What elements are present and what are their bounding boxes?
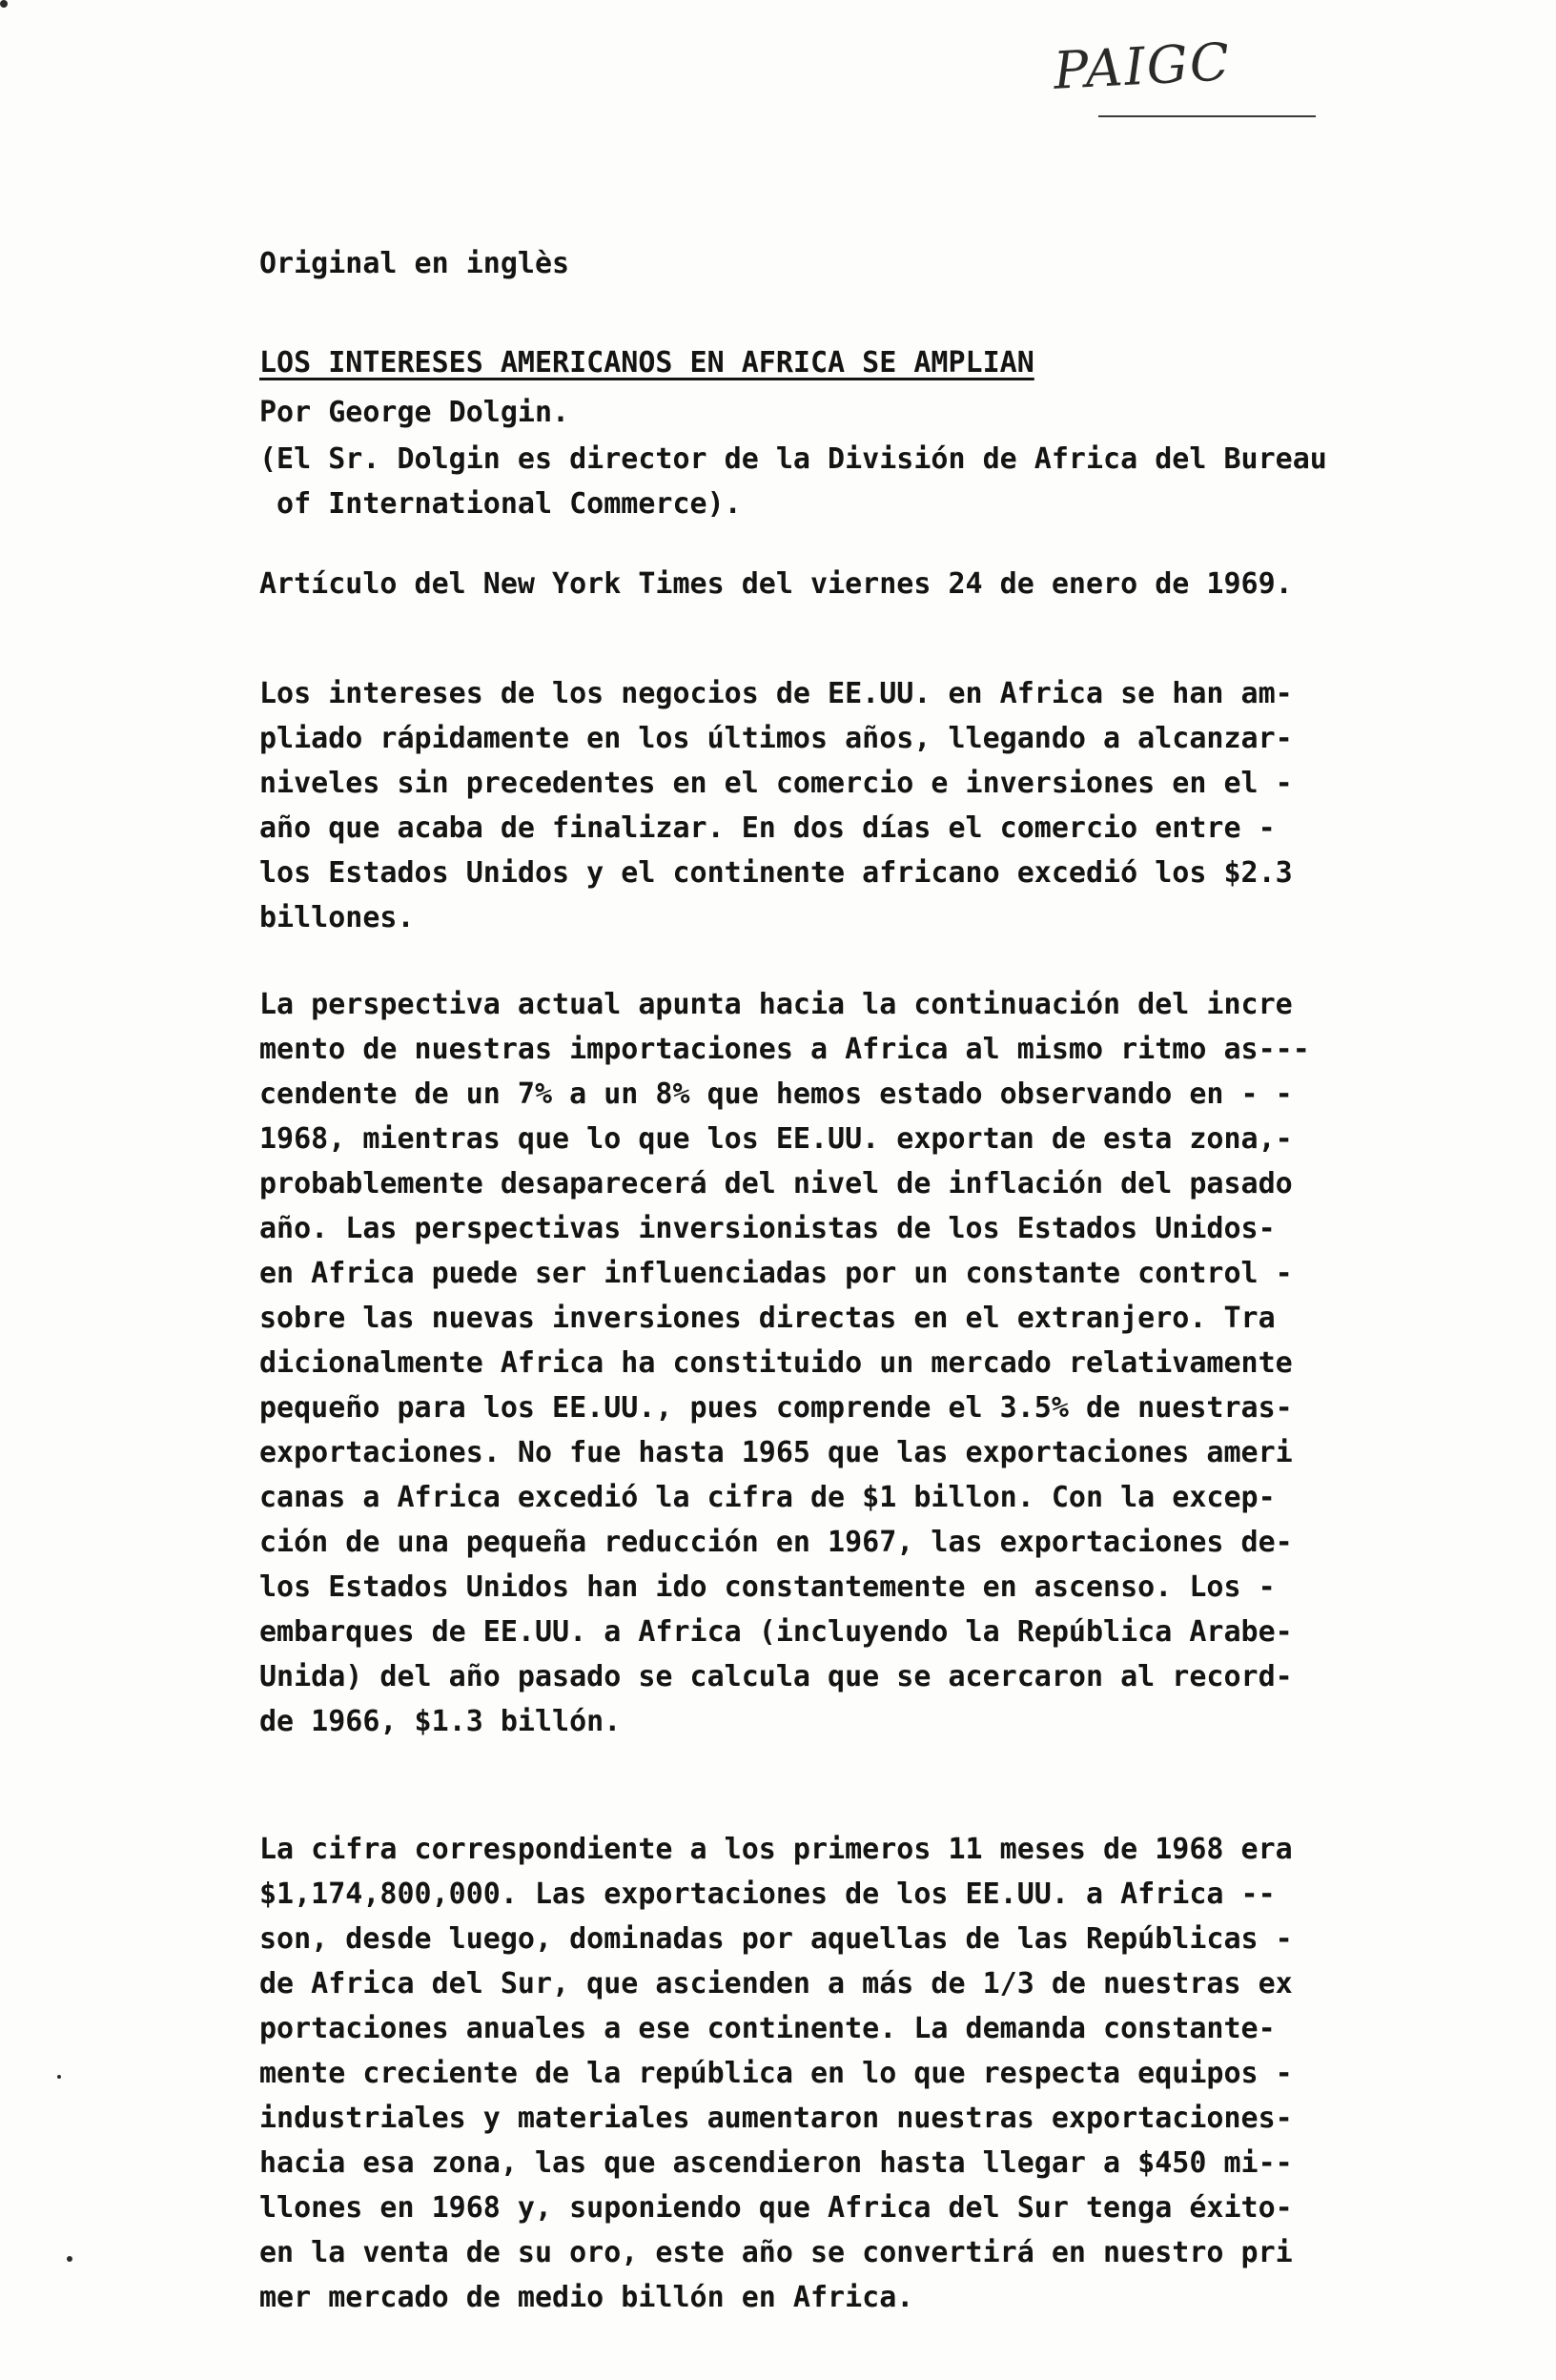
scan-speck: [57, 2075, 61, 2079]
note-underline: [1098, 115, 1316, 117]
paragraph-line: ción de una pequeña reducción en 1967, las exportaciones de-: [259, 1526, 1293, 1559]
paragraph-line: son, desde luego, dominadas por aquellas de las Repúblicas -: [259, 1922, 1293, 1956]
paragraph-line: canas a Africa excedió la cifra de $1 billon. Con la excep-: [259, 1481, 1276, 1514]
paragraph-line: dicionalmente Africa ha constituido un mercado relativamente: [259, 1346, 1293, 1380]
paragraph-line: los Estados Unidos y el continente africano excedió los $2.3: [259, 856, 1293, 890]
paragraph-1: [259, 671, 1293, 940]
paragraph-line: industriales y materiales aumentaron nuestras exportaciones-: [259, 2102, 1293, 2135]
scan-speck: [67, 2256, 72, 2262]
paragraph-line: mente creciente de la república en lo que respecta equipos -: [259, 2057, 1293, 2090]
author-note-line: (El Sr. Dolgin es director de la División de Africa del Bureau: [259, 442, 1327, 476]
author-note: [259, 437, 1327, 526]
paragraph-line: niveles sin precedentes en el comercio e inversiones en el -: [259, 767, 1293, 800]
scan-speck: [0, 0, 8, 8]
paragraph-line: probablemente desaparecerá del nivel de inflación del pasado: [259, 1167, 1293, 1200]
language-note: Original en inglès: [259, 247, 570, 280]
paragraph-line: La perspectiva actual apunta hacia la continuación del incre: [259, 988, 1293, 1021]
author-note-line: of International Commerce).: [259, 487, 742, 521]
source-line: Artículo del New York Times del viernes 24 de enero de 1969.: [259, 567, 1293, 601]
paragraph-line: portaciones anuales a ese continente. La demanda constante-: [259, 2012, 1276, 2045]
paragraph-line: de Africa del Sur, que ascienden a más de 1/3 de nuestras ex: [259, 1967, 1293, 2000]
paragraph-line: Los intereses de los negocios de EE.UU. en Africa se han am-: [259, 677, 1293, 710]
paragraph-line: sobre las nuevas inversiones directas en el extranjero. Tra: [259, 1302, 1276, 1335]
paragraph-line: mento de nuestras importaciones a Africa al mismo ritmo as---: [259, 1033, 1310, 1066]
paragraph-line: Unida) del año pasado se calcula que se acercaron al record-: [259, 1660, 1293, 1693]
paragraph-line: 1968, mientras que lo que los EE.UU. exportan de esta zona,-: [259, 1122, 1293, 1156]
paragraph-line: exportaciones. No fue hasta 1965 que las exportaciones ameri: [259, 1436, 1293, 1469]
paragraph-line: pliado rápidamente en los últimos años, llegando a alcanzar-: [259, 722, 1293, 755]
paragraph-line: $1,174,800,000. Las exportaciones de los EE.UU. a Africa --: [259, 1877, 1276, 1911]
paragraph-line: mer mercado de medio billón en Africa.: [259, 2281, 914, 2314]
paragraph-line: año. Las perspectivas inversionistas de los Estados Unidos-: [259, 1212, 1276, 1245]
paragraph-line: embarques de EE.UU. a Africa (incluyendo la República Arabe-: [259, 1615, 1293, 1649]
paragraph-line: billones.: [259, 901, 415, 934]
byline: Por George Dolgin.: [259, 396, 570, 429]
paragraph-line: en Africa puede ser influenciadas por un constante control -: [259, 1257, 1293, 1290]
paragraph-line: año que acaba de finalizar. En dos días el comercio entre -: [259, 811, 1276, 845]
paragraph-line: los Estados Unidos han ido constantemente en ascenso. Los -: [259, 1570, 1276, 1604]
paragraph-line: hacia esa zona, las que ascendieron hasta llegar a $450 mi--: [259, 2146, 1293, 2180]
article-title: LOS INTERESES AMERICANOS EN AFRICA SE AMPLIAN: [259, 346, 1034, 380]
paragraph-line: llones en 1968 y, suponiendo que Africa del Sur tenga éxito-: [259, 2191, 1293, 2225]
handwritten-note: PAIGC: [1052, 31, 1233, 101]
paragraph-line: pequeño para los EE.UU., pues comprende el 3.5% de nuestras-: [259, 1391, 1293, 1425]
paragraph-line: La cifra correspondiente a los primeros 11 meses de 1968 era: [259, 1833, 1293, 1866]
paragraph-line: en la venta de su oro, este año se convertirá en nuestro pri: [259, 2236, 1293, 2269]
paragraph-2: [259, 982, 1310, 1744]
paragraph-line: cendente de un 7% a un 8% que hemos estado observando en - -: [259, 1077, 1293, 1111]
paragraph-line: de 1966, $1.3 billón.: [259, 1705, 622, 1738]
paragraph-3: [259, 1827, 1293, 2320]
